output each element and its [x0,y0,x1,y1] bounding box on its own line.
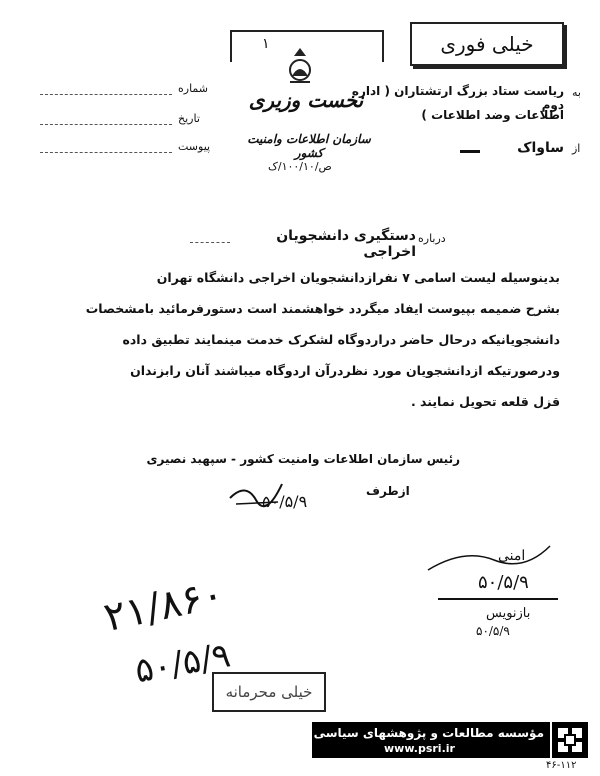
from-prefix: از [572,142,581,155]
from-text: ساواک [517,140,564,156]
to-prefix: به [572,86,581,99]
signature-date: ۵۰/۵/۹ [262,492,308,511]
top-mid-stamp-text: ۱ [262,36,270,52]
body-text [62,262,560,417]
attachment-field-line [40,152,172,153]
confidential-stamp-text: خیلی محرمانه [225,683,313,701]
letterhead-ref: ص/۱۰۰/۱۰/ک [268,160,332,173]
handwritten-date: ۵۰/۵/۹ [132,635,234,692]
psri-logo-icon [552,722,588,758]
body-line-2: بشرح ضمیمه بپیوست ایفاد میگردد خواهشمند است دستورفرمائید بامشخصات [85,301,560,316]
urgent-stamp-text: خیلی فوری [440,32,534,56]
note-right-date1: ۵۰/۵/۹ [478,572,529,593]
recipient-line2: اطلاعات وضد اطلاعات ) [421,108,564,122]
lion-sun-emblem-icon [282,46,318,86]
body-line-4: ودرصورتیکه ازدانشجویان مورد نظردرآن اردوگاه میباشند آنان رابزندان [130,363,560,378]
number-field-line [40,94,172,95]
page-code: ۴۶-۱۱۲ [546,760,577,771]
body-line-1: بدینوسیله لیست اسامی ۷ نفرازدانشجویان اخراجی دانشگاه تهران [156,270,560,285]
note-right-underline [438,598,558,600]
footer-band [312,722,550,758]
subject-line [190,242,230,243]
signature-on-behalf: ازطرف [366,484,410,498]
date-field-line [40,124,172,125]
recipient-line1: ریاست ستاد بزرگ ارتشتاران ( اداره دوم [351,84,564,112]
handwritten-number: ۲۱/۸۶۰ [100,570,228,641]
letterhead-subtitle: سازمان اطلاعات وامنیت کشور [247,132,371,160]
footer-institute: مؤسسه مطالعات و پژوهشهای سیاسی [313,726,544,740]
confidential-stamp [212,672,326,712]
date-field-label: تاریخ [178,112,200,125]
footer-url: www.psri.ir [384,742,455,755]
subject-prefix: درباره [418,232,446,245]
body-line-3: دانشجویانیکه درحال حاضر دراردوگاه لشکرک خدمت مینمایند تطبیق داده [122,332,560,347]
number-field-label: شماره [178,82,209,95]
from-dash [460,150,480,153]
letterhead-title: نخست وزیری [248,88,364,112]
urgent-stamp [410,22,564,66]
signature-title: رئیس سازمان اطلاعات وامنیت کشور - سپهبد نصیری [146,452,460,466]
note-right-top: امنی [498,548,526,564]
note-right-label: بازنویس [486,606,531,621]
attachment-field-label: پیوست [178,140,211,153]
subject-text: دستگیری دانشجویان اخراجی [276,228,416,260]
note-right-date2: ۵۰/۵/۹ [476,624,510,638]
body-line-5: قزل قلعه تحویل نمایند . [410,394,560,409]
